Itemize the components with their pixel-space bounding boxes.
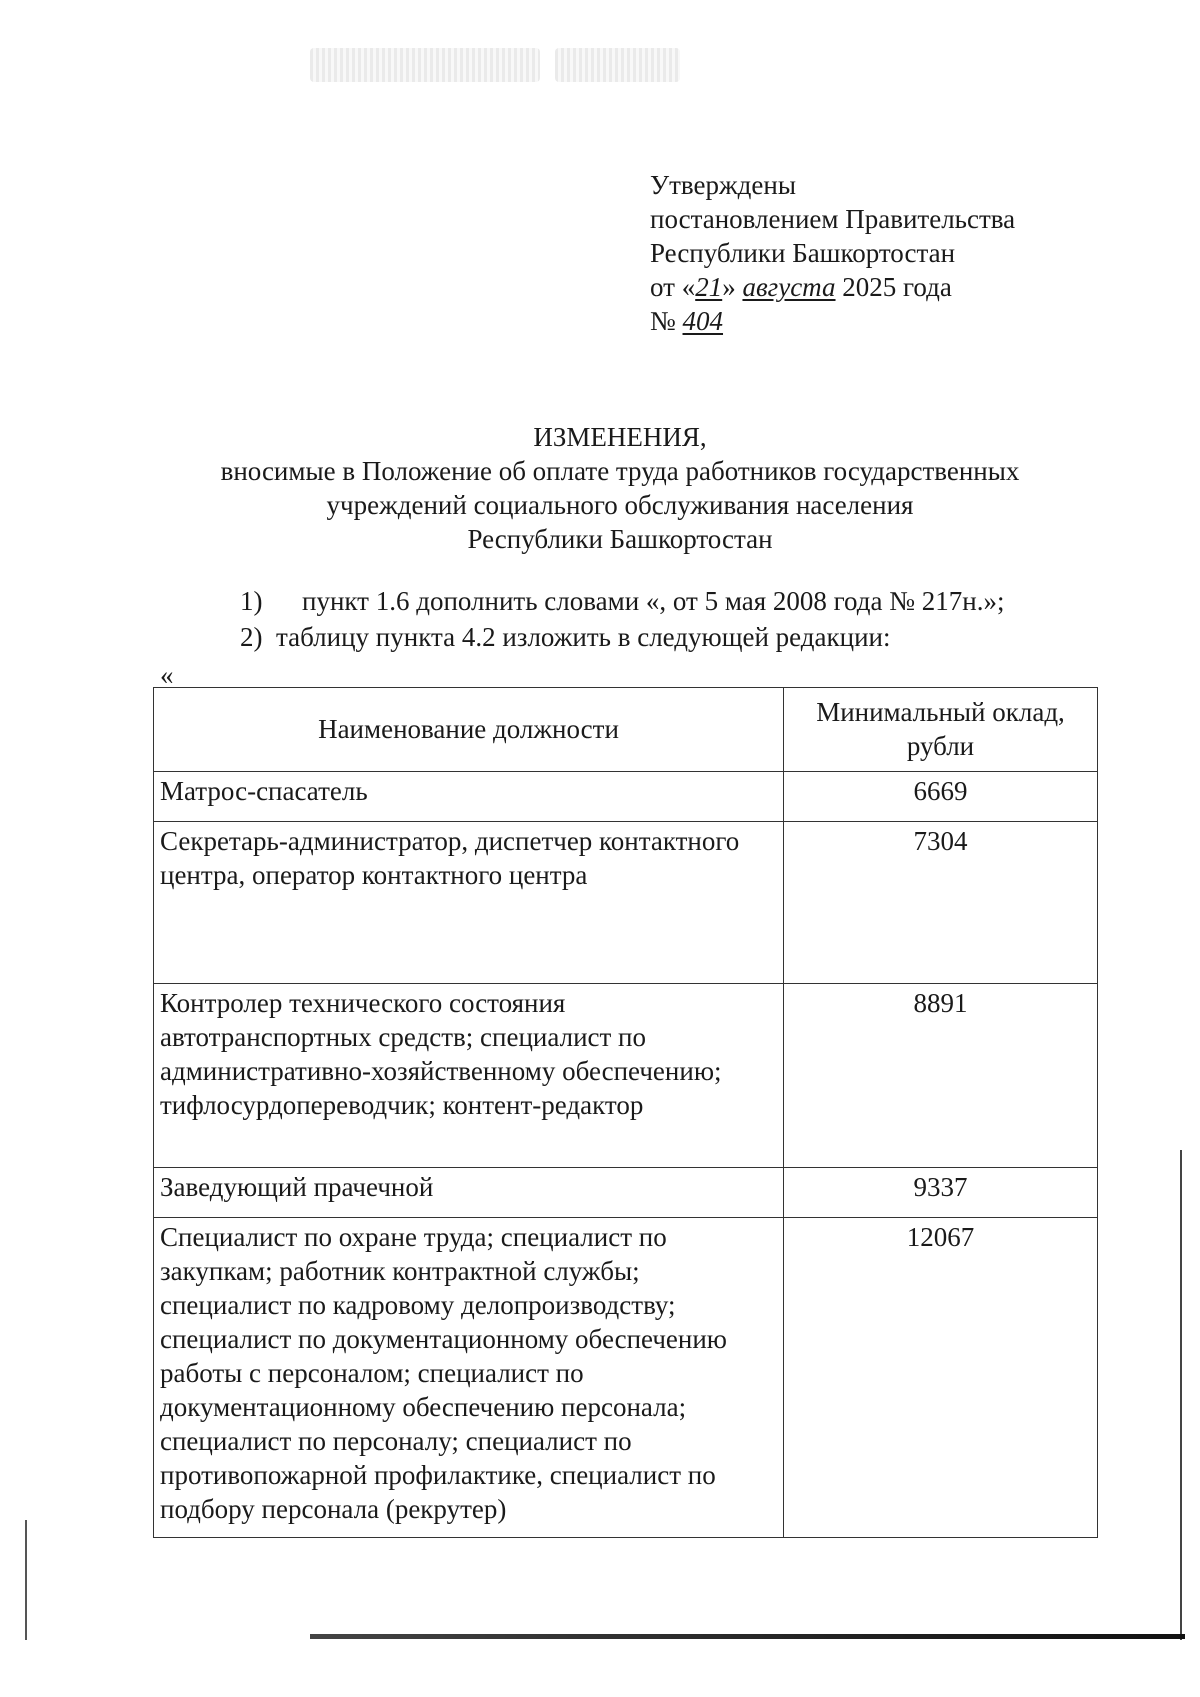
scan-edge-left [25, 1520, 27, 1640]
salary-table [153, 687, 1098, 1538]
heading-line-3: учреждений социального обслуживания населения [326, 490, 914, 520]
list-item-2 [240, 620, 891, 654]
heading-line-2: вносимые в Положение об оплате труда работников государственных [220, 456, 1020, 486]
date-month: августа [742, 272, 836, 302]
column-header-position: Наименование должности [154, 688, 784, 772]
date-year: 2025 года [835, 272, 952, 302]
table-row [154, 1168, 1098, 1218]
approval-stamp-block [650, 168, 1015, 338]
table-header-row [154, 688, 1098, 772]
scan-smudge-left [310, 48, 540, 82]
column-header-salary: Минимальный оклад, рубли [784, 688, 1098, 772]
table-row [154, 772, 1098, 822]
table-row [154, 984, 1098, 1168]
list-item-number: 2) [240, 622, 263, 652]
list-item-number: 1) [240, 586, 263, 616]
scan-bottom-line [310, 1634, 1185, 1639]
list-item-text: таблицу пункта 4.2 изложить в следующей редакции: [276, 622, 891, 652]
salary-cell: 8891 [784, 984, 1098, 1168]
document-number: 404 [682, 306, 724, 336]
salary-cell: 7304 [784, 822, 1098, 984]
heading-line-4: Республики Башкортостан [467, 524, 773, 554]
salary-cell: 6669 [784, 772, 1098, 822]
approval-date [650, 270, 1015, 304]
opening-quote: « [160, 660, 174, 690]
approval-line-1: Утверждены [650, 170, 796, 200]
list-item-text: пункт 1.6 дополнить словами «, от 5 мая 2008 года № 217н.»; [302, 586, 1005, 616]
position-cell: Секретарь-администратор, диспетчер контактного центра, оператор контактного центра [154, 822, 784, 984]
position-cell: Заведующий прачечной [154, 1168, 784, 1218]
heading-title: ИЗМЕНЕНИЯ, [533, 422, 707, 452]
date-day: 21 [695, 272, 723, 302]
number-prefix: № [650, 306, 683, 336]
position-cell: Матрос-спасатель [154, 772, 784, 822]
table-row [154, 1218, 1098, 1538]
approval-line-2: постановлением Правительства [650, 204, 1016, 234]
position-cell: Специалист по охране труда; специалист по закупкам; работник контрактной службы; специалист по кадровому делопроизводству; специалист по документационному обеспечению работы с персоналом; специалист по документационному обеспечению персонала; специалист по персоналу; специалист по противопожарной профилактике, специалист по подбору персонала (рекрутер) [154, 1218, 784, 1538]
date-mid: » [722, 272, 743, 302]
salary-cell: 12067 [784, 1218, 1098, 1538]
scan-edge-right [1180, 1150, 1182, 1640]
scan-smudge-right [555, 48, 680, 82]
list-item-1 [240, 584, 1004, 618]
approval-number [650, 304, 1015, 338]
table-row [154, 822, 1098, 984]
salary-cell: 9337 [784, 1168, 1098, 1218]
approval-line-3: Республики Башкортостан [650, 238, 956, 268]
position-cell: Контролер технического состояния автотранспортных средств; специалист по административно-хозяйственному обеспечению; тифлосурдопереводчик; контент-редактор [154, 984, 784, 1168]
date-prefix: от « [650, 272, 696, 302]
document-heading [140, 420, 1100, 556]
